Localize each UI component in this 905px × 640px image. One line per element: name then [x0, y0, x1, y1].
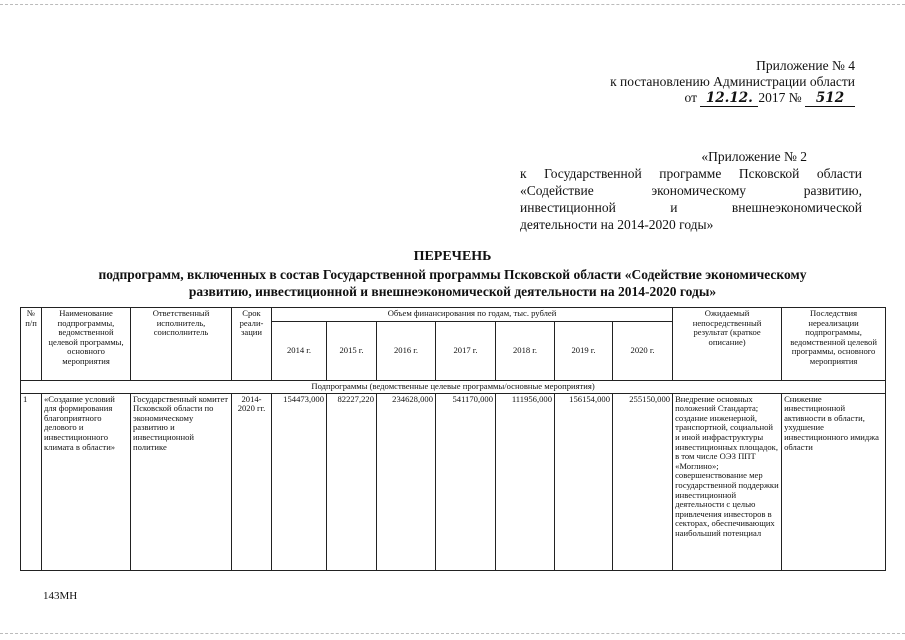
row-name: «Создание условий для формирования благоприятного делового и инвестиционного климата в области»: [42, 393, 131, 570]
section-row: [21, 381, 886, 394]
appendix-header-line2: к постановлению Администрации области: [610, 74, 855, 89]
row-value-2016: 234628,000: [377, 393, 436, 570]
row-value-2019: 156154,000: [555, 393, 613, 570]
row-value-2020: 255150,000: [613, 393, 673, 570]
year-header: 2018 г.: [496, 322, 555, 381]
appendix-header-date-line: от 12.12. 2017 № 512: [520, 90, 855, 107]
year-header: 2017 г.: [436, 322, 496, 381]
section-title: Подпрограммы (ведомственные целевые программы/основные мероприятия): [21, 381, 886, 394]
row-value-2014: 154473,000: [272, 393, 327, 570]
document-title: ПЕРЕЧЕНЬ: [413, 249, 492, 264]
year-header: 2020 г.: [613, 322, 673, 381]
page-bottom-edge: [0, 633, 905, 634]
year-header: 2019 г.: [555, 322, 613, 381]
year-header: 2016 г.: [377, 322, 436, 381]
appendix-quote: [520, 148, 862, 233]
appendix-quote-line3: «Содействие экономическому развитию,: [520, 183, 862, 198]
row-value-2017: 541170,000: [436, 393, 496, 570]
row-executor: Государственный комитет Псковской области по экономическому развитию и инвестиционной политике: [131, 393, 232, 570]
table-row: [21, 393, 886, 570]
table-header-row: [21, 308, 886, 322]
header-term: Срок реали-зации: [232, 308, 272, 381]
handwritten-number: 512: [805, 90, 855, 107]
header-consequences: Последствия нереализации подпрограммы, ведомственной целевой программы, основного мероприятия: [782, 308, 886, 381]
header-num: № п/п: [21, 308, 42, 381]
appendix-quote-line1: «Приложение № 2: [701, 149, 807, 164]
appendix-quote-line2: к Государственной программе Псковской области: [520, 166, 862, 181]
row-num: 1: [21, 393, 42, 570]
footer-code: 143МН: [43, 590, 78, 602]
row-consequences: Снижение инвестиционной активности в области, ухудшение инвестиционного имиджа области: [782, 393, 886, 570]
appendix-quote-line4: инвестиционной и внешнеэкономической: [520, 200, 862, 215]
header-executor: Ответственный исполнитель, соисполнитель: [131, 308, 232, 381]
header-funding: Объем финансирования по годам, тыс. рублей: [272, 308, 673, 322]
page-top-edge: [0, 4, 905, 5]
year-header: 2014 г.: [272, 322, 327, 381]
appendix-header-line1: Приложение № 4: [756, 58, 855, 73]
document-subtitle: подпрограмм, включенных в состав Государственной программы Псковской области «Содействие экономическому развитию, инвестиционной и внешнеэкономической деятельности на 2014-2020 годы»: [98, 267, 807, 299]
row-result: Внедрение основных положений Стандарта; создание инженерной, транспортной, социальной и иной инфраструктуры инвестиционных площадок, в том числе ОЭЗ ППТ «Моглино»; совершенствование мер государственной поддержки инвестиционной деятельности с целью привлечения инвесторов в секторах, обеспечивающих наибольший потенциал: [673, 393, 782, 570]
header-result: Ожидаемый непосредственный результат (краткое описание): [673, 308, 782, 381]
row-term: 2014-2020 гг.: [232, 393, 272, 570]
header-name: Наименование подпрограммы, ведомственной целевой программы, основного мероприятия: [42, 308, 131, 381]
row-value-2015: 82227,220: [327, 393, 377, 570]
row-value-2018: 111956,000: [496, 393, 555, 570]
year-header: 2015 г.: [327, 322, 377, 381]
subprograms-table: [20, 307, 886, 571]
handwritten-date: 12.12.: [700, 90, 758, 107]
appendix-header: [520, 58, 855, 107]
appendix-quote-line5: деятельности на 2014-2020 годы»: [520, 217, 714, 232]
